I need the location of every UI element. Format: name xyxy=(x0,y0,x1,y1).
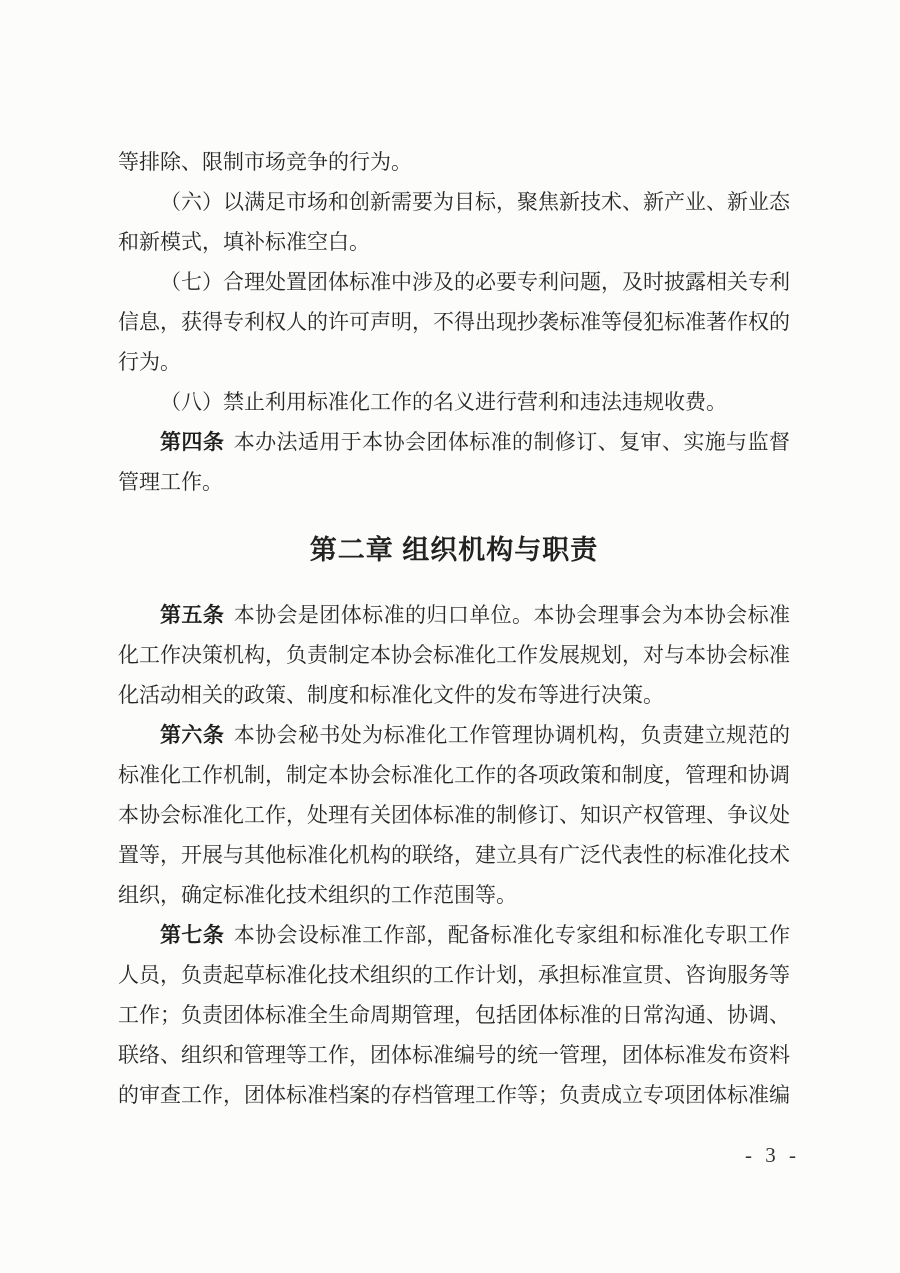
article-text: 本协会秘书处为标准化工作管理协调机构，负责建立规范的标准化工作机制，制定本协会标准化工作的各项政策和制度，管理和协调本协会标准化工作，处理有关团体标准的制修订、知识产权管理、争议处置等，开展与其他标准化机构的联络，建立具有广泛代表性的标准化技术组织，确定标准化技术组织的工作范围等。 xyxy=(118,723,791,907)
document-content xyxy=(118,142,790,1115)
article-text: 本办法适用于本协会团体标准的制修订、复审、实施与监督管理工作。 xyxy=(118,430,791,494)
paragraph-text: （七）合理处置团体标准中涉及的必要专利问题，及时披露相关专利信息，获得专利权人的许可声明，不得出现抄袭标准等侵犯标准著作权的行为。 xyxy=(118,270,790,374)
paragraph-item-8 xyxy=(118,382,790,422)
paragraph-article-6 xyxy=(118,715,790,915)
paragraph-article-5 xyxy=(118,595,790,715)
article-number-label: 第五条 xyxy=(160,603,225,627)
paragraph-text: （六）以满足市场和创新需要为目标，聚焦新技术、新产业、新业态和新模式，填补标准空白。 xyxy=(118,190,790,254)
page-number: - 3 - xyxy=(745,1143,800,1167)
paragraph-text: 等排除、限制市场竞争的行为。 xyxy=(118,150,412,174)
paragraph-article-4 xyxy=(118,422,790,502)
paragraph-item-6 xyxy=(118,182,790,262)
paragraph-article-7 xyxy=(118,915,790,1115)
article-text: 本协会设标准工作部，配备标准化专家组和标准化专职工作人员，负责起草标准化技术组织的工作计划，承担标准宣贯、咨询服务等工作；负责团体标准全生命周期管理，包括团体标准的日常沟通、协调、联络、组织和管理等工作，团体标准编号的统一管理，团体标准发布资料的审查工作，团体标准档案的存档管理工作等；负责成立专项团体标准编 xyxy=(118,923,791,1107)
paragraph-item-7 xyxy=(118,262,790,382)
article-number-label: 第四条 xyxy=(160,430,225,454)
paragraph-continuation xyxy=(118,142,790,182)
paragraph-text: （八）禁止利用标准化工作的名义进行营利和违法违规收费。 xyxy=(160,390,727,414)
article-number-label: 第六条 xyxy=(160,723,225,747)
chapter-heading: 第二章 组织机构与职责 xyxy=(309,535,599,565)
article-text: 本协会是团体标准的归口单位。本协会理事会为本协会标准化工作决策机构，负责制定本协会标准化工作发展规划，对与本协会标准化活动相关的政策、制度和标准化文件的发布等进行决策。 xyxy=(118,603,791,707)
article-number-label: 第七条 xyxy=(160,923,225,947)
